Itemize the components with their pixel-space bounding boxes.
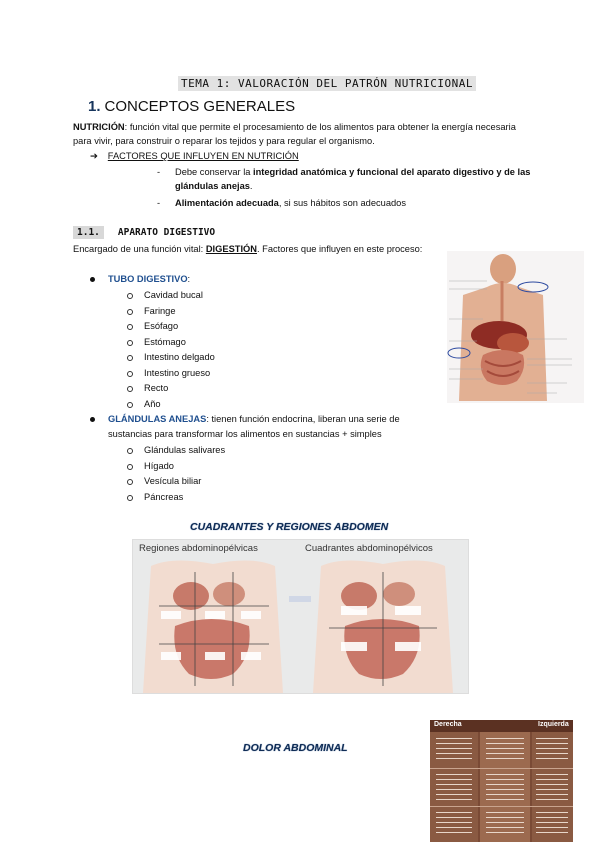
circle-marker [127, 324, 133, 330]
list-item [127, 381, 215, 397]
tubo-colon: : [187, 274, 191, 284]
dash-marker: - [157, 167, 161, 177]
circle-marker [127, 448, 133, 454]
list-item-text: Año [144, 398, 161, 409]
circle-marker [127, 309, 133, 315]
list-item-text: Intestino grueso [144, 367, 211, 378]
table-cell-text [536, 774, 568, 800]
table-cell-text [486, 812, 524, 836]
item-text: , si sus hábitos son adecuados [278, 198, 406, 208]
table-divider [430, 768, 573, 769]
intro-text: Encargado de una función vital: [73, 244, 206, 254]
list-item-text: Esófago [144, 321, 179, 331]
quadrants-label: Cuadrantes abdominopélvicos [305, 543, 433, 554]
item-bold: Alimentación adecuada [175, 198, 279, 208]
list-item-text: Páncreas [144, 491, 184, 502]
circle-marker [127, 386, 133, 392]
nutricion-text: : función vital que permite el procesamiento de los alimentos para obtener la energía necesaria para vivir, para construir o reparar los tejidos y para regular el organismo. [73, 122, 516, 146]
item-bold: integridad anatómica y funcional del aparato digestivo y de las glándulas anejas [175, 167, 531, 191]
intro-end: . Factores que influyen en este proceso: [256, 244, 423, 254]
aparato-intro [73, 242, 423, 256]
list-item [127, 397, 215, 413]
glandulas-list [127, 443, 225, 505]
factores-line [90, 151, 299, 162]
header-right: Derecha [434, 721, 462, 728]
table-cell-text [436, 812, 472, 836]
section-number: 1. [88, 98, 101, 115]
tubo-bullet [90, 272, 190, 287]
factores-item [157, 196, 535, 210]
circle-marker [127, 495, 133, 501]
list-item [127, 459, 225, 475]
section-heading [88, 98, 295, 115]
list-item [127, 304, 215, 320]
figure-title: CUADRANTES Y REGIONES ABDOMEN [190, 521, 389, 533]
table-divider [430, 806, 573, 807]
list-item [127, 443, 225, 459]
tubo-list [127, 288, 215, 412]
tubo-label: TUBO DIGESTIVO [108, 274, 188, 284]
document-title: TEMA 1: VALORACIÓN DEL PATRÓN NUTRICIONAL [178, 76, 476, 91]
glandulas-text: : tienen función endocrina, liberan una serie de sustancias para transformar los alimentos en sustancias + simples [108, 414, 400, 439]
nutricion-paragraph [73, 120, 523, 148]
intro-keyword: DIGESTIÓN [205, 244, 257, 254]
abdomen-illustration [133, 556, 468, 693]
list-item [127, 350, 215, 366]
list-item-text: Recto [144, 383, 169, 393]
list-item-text: Estómago [144, 336, 186, 347]
header-left: Izquierda [538, 721, 569, 728]
table-cell-text [536, 738, 568, 762]
list-item [127, 474, 225, 490]
arrow-icon: ➔ [90, 151, 98, 161]
list-item [127, 288, 215, 304]
list-item [127, 366, 215, 382]
subsection-title: APARATO DIGESTIVO [117, 227, 216, 238]
nutricion-term: NUTRICIÓN [73, 122, 125, 132]
list-item-text: Glándulas salivares [144, 445, 226, 455]
glandulas-bullet [90, 412, 435, 442]
table-cell-text [436, 774, 472, 800]
subsection-heading [73, 227, 215, 238]
bullet-dot [90, 417, 95, 422]
table-cell-text [486, 738, 524, 762]
table-cell-text [536, 812, 568, 836]
dash-marker: - [157, 198, 161, 208]
circle-marker [127, 293, 133, 299]
item-text: Debe conservar la [175, 167, 254, 177]
section-title: CONCEPTOS GENERALES [104, 98, 296, 115]
glandulas-label: GLÁNDULAS ANEJAS [108, 414, 207, 424]
circle-marker [127, 355, 133, 361]
list-item-text: Faringe [144, 305, 176, 316]
anatomy-figure [447, 251, 584, 403]
list-item-text: Hígado [144, 460, 174, 471]
digestive-system-illustration [447, 251, 584, 403]
circle-marker [127, 479, 133, 485]
list-item-text: Intestino delgado [144, 352, 215, 362]
list-item [127, 319, 215, 335]
list-item [127, 335, 215, 351]
list-item-text: Vesícula biliar [144, 476, 202, 486]
dolor-title: DOLOR ABDOMINAL [243, 742, 348, 754]
bullet-dot [90, 277, 95, 282]
table-cell-text [436, 738, 472, 762]
circle-marker [127, 464, 133, 470]
pain-location-table [430, 720, 573, 842]
abdomen-regions-figure [132, 539, 469, 694]
regions-label: Regiones abdominopélvicas [139, 543, 258, 554]
factores-item [157, 165, 535, 193]
table-cell-text [486, 774, 524, 800]
list-item [127, 490, 225, 506]
subsection-number: 1.1. [73, 226, 104, 239]
item-end: . [249, 181, 253, 191]
circle-marker [127, 402, 133, 408]
circle-marker [127, 340, 133, 346]
circle-marker [127, 371, 133, 377]
list-item-text: Cavidad bucal [144, 290, 203, 300]
factores-label: FACTORES QUE INFLUYEN EN NUTRICIÓN [107, 151, 299, 161]
